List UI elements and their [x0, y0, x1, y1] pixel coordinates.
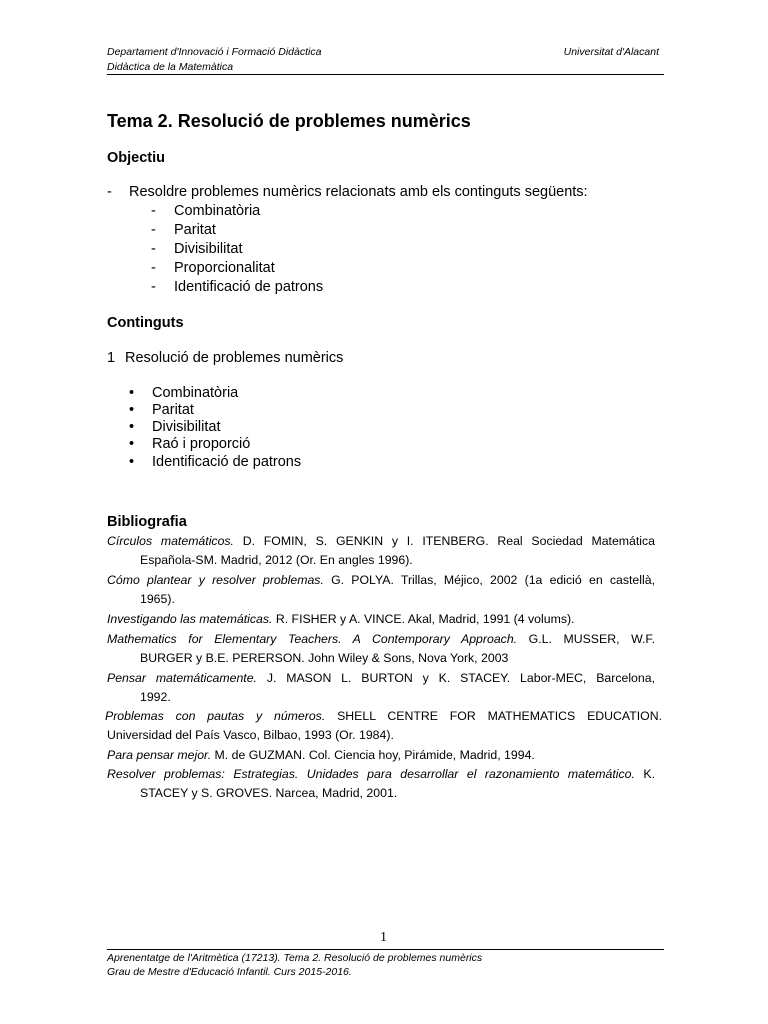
bib-text-cont: STACEY y S. GROVES. Narcea, Madrid, 2001.: [140, 786, 398, 801]
objectiu-item: Identificació de patrons: [174, 279, 324, 295]
objectiu-heading: Objectiu: [107, 150, 166, 166]
bibliography-entry: [107, 610, 655, 629]
header-dept-line1: Departament d'Innovació i Formació Didàctica: [107, 46, 322, 58]
objectiu-item: Proporcionalitat: [174, 260, 275, 276]
bullet-marker: •: [129, 385, 135, 401]
header-dept-line2: Didàctica de la Matemàtica: [107, 61, 234, 73]
section-number: 1: [107, 350, 116, 366]
bibliography-entry: [107, 532, 655, 571]
bullet-marker: •: [129, 436, 135, 452]
bib-title: Investigando las matemáticas.: [107, 612, 273, 626]
bib-text: SHELL CENTRE FOR MATHEMATICS EDUCATION.: [325, 709, 662, 723]
bib-text-cont: 1992.: [140, 690, 171, 705]
footer-divider: [107, 949, 664, 950]
continguts-item: Paritat: [152, 402, 194, 418]
section-title: Resolució de problemes numèrics: [125, 350, 344, 366]
footer: [107, 951, 482, 979]
bibliography-entry: [107, 765, 655, 804]
header-department: [107, 45, 321, 75]
objectiu-item: Divisibilitat: [174, 241, 243, 257]
list-dash: -: [151, 203, 156, 219]
list-dash: -: [151, 279, 156, 295]
page-title: Tema 2. Resolució de problemes numèrics: [107, 111, 471, 131]
bib-text: J. MASON L. BURTON y K. STACEY. Labor-MEC, Barcelona,: [256, 671, 655, 685]
bib-text: K.: [634, 767, 655, 781]
header-divider: [107, 74, 664, 75]
bibliografia-heading: Bibliografia: [107, 514, 187, 530]
continguts-item: Raó i proporció: [152, 436, 251, 452]
bibliography-entry: [107, 630, 655, 669]
bib-title: Problemas con pautas y números.: [105, 709, 326, 723]
bib-text: R. FISHER y A. VINCE. Akal, Madrid, 1991 (4 volums).: [272, 612, 575, 626]
bibliography-entry: [107, 669, 655, 708]
bib-text: M. de GUZMAN. Col. Ciencia hoy, Pirámide, Madrid, 1994.: [211, 748, 535, 762]
footer-line2: Grau de Mestre d'Educació Infantil. Curs 2015-2016.: [107, 966, 352, 978]
bullet-marker: •: [129, 419, 135, 435]
bullet-marker: •: [129, 454, 135, 470]
bib-text-cont: BURGER y B.E. PERERSON. John Wiley & Sons, Nova York, 2003: [140, 651, 509, 666]
page-number: 1: [380, 930, 387, 945]
objectiu-item: Combinatòria: [174, 203, 261, 219]
bib-text-cont: Española-SM. Madrid, 2012 (Or. En angles 1996).: [140, 553, 413, 568]
bib-text: G.L. MUSSER, W.F.: [517, 632, 655, 646]
bib-title: Para pensar mejor.: [107, 748, 212, 762]
bib-text: D. FOMIN, S. GENKIN y I. ITENBERG. Real Sociedad Matemática: [233, 534, 656, 548]
bibliography-entry: [105, 707, 662, 746]
footer-line1: Aprenentatge de l'Aritmètica (17213). Tema 2. Resolució de problemes numèrics: [107, 952, 483, 964]
continguts-heading: Continguts: [107, 315, 184, 331]
bib-title: Cómo plantear y resolver problemas.: [107, 573, 324, 587]
bib-title: Pensar matemáticamente.: [107, 671, 257, 685]
continguts-item: Divisibilitat: [152, 419, 221, 435]
objectiu-item: Paritat: [174, 222, 216, 238]
bibliography-entry: [107, 746, 655, 765]
objectiu-dash: -: [107, 184, 112, 200]
bib-text: G. POLYA. Trillas, Méjico, 2002 (1a edició en castellà,: [323, 573, 655, 587]
list-dash: -: [151, 260, 156, 276]
bib-text-cont: Universidad del País Vasco, Bilbao, 1993 (Or. 1984).: [107, 728, 394, 743]
continguts-item: Identificació de patrons: [152, 454, 302, 470]
bibliography-entry: [107, 571, 655, 610]
bib-title: Mathematics for Elementary Teachers. A Contemporary Approach.: [107, 632, 518, 646]
bib-title: Círculos matemáticos.: [107, 534, 234, 548]
list-dash: -: [151, 241, 156, 257]
header-university: Universitat d'Alacant: [563, 46, 659, 58]
continguts-item: Combinatòria: [152, 385, 239, 401]
bib-title: Resolver problemas: Estrategias. Unidades para desarrollar el razonamiento matemático.: [107, 767, 635, 781]
list-dash: -: [151, 222, 156, 238]
bib-text-cont: 1965).: [140, 592, 175, 607]
bullet-marker: •: [129, 402, 135, 418]
objectiu-intro: Resoldre problemes numèrics relacionats amb els continguts següents:: [129, 184, 588, 200]
